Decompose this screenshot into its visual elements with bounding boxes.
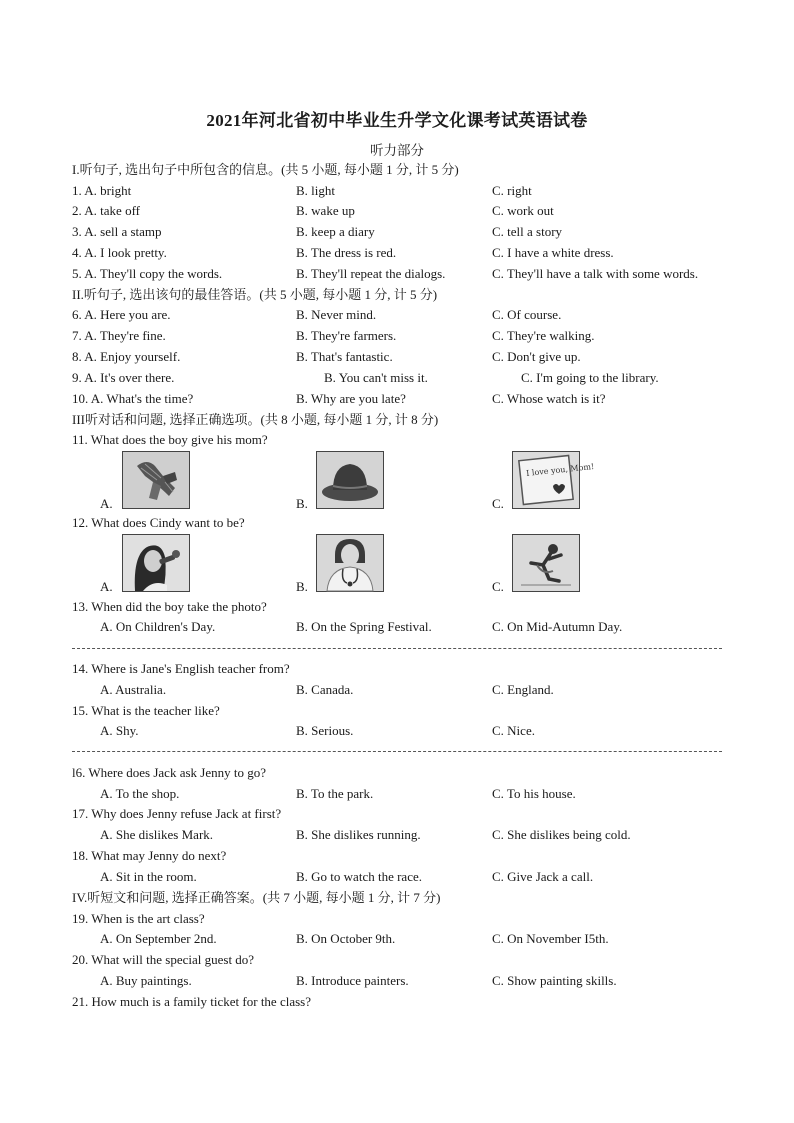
option-a: 3. A. sell a stamp [72,224,162,239]
section4-heading: IV.听短文和问题, 选择正确答案。(共 7 小题, 每小题 1 分, 计 7 分) [72,890,441,905]
option-c: C. They'll have a talk with some words. [492,266,699,281]
option-a: A. On September 2nd. [100,931,217,946]
pic-label-c: C. [492,579,504,594]
option-b: B. They're farmers. [296,328,397,343]
pic-label-c: C. [492,496,504,511]
question-15: 15. What is the teacher like? [72,703,220,718]
section-divider [72,751,722,752]
question-19-options [0,929,794,949]
question-19: 19. When is the art class? [72,911,205,926]
option-c: C. I have a white dress. [492,245,614,260]
question-17: 17. Why does Jenny refuse Jack at first? [72,806,282,821]
option-a: 5. A. They'll copy the words. [72,266,223,281]
question-21: 21. How much is a family ticket for the class? [72,994,311,1009]
option-b: B. To the park. [296,786,374,801]
singer-picture [122,534,190,592]
question-row-3 [0,222,794,242]
option-b: B. The dress is red. [296,245,397,260]
option-c: C. Give Jack a call. [492,869,594,884]
option-b: B. wake up [296,203,355,218]
option-a: A. On Children's Day. [100,619,216,634]
question-13-options [0,617,794,637]
option-b: B. On October 9th. [296,931,396,946]
question-12: 12. What does Cindy want to be? [72,515,245,530]
question-row-1 [0,181,794,201]
option-b: B. That's fantastic. [296,349,393,364]
option-a: 6. A. Here you are. [72,307,171,322]
option-c: C. work out [492,203,554,218]
listening-section-subtitle: 听力部分 [370,143,424,158]
question-row-2 [0,201,794,221]
question-18: 18. What may Jenny do next? [72,848,227,863]
question-17-options [0,825,794,845]
option-c: C. She dislikes being cold. [492,827,631,842]
question-14-options [0,680,794,700]
option-c: C. right [492,183,532,198]
option-b: B. Go to watch the race. [296,869,422,884]
option-b: B. Serious. [296,723,354,738]
option-a: A. She dislikes Mark. [100,827,214,842]
exam-title: 2021年河北省初中毕业生升学文化课考试英语试卷 [206,111,588,130]
pic-label-b: B. [296,496,308,511]
option-b: B. Why are you late? [296,391,406,406]
question-14: 14. Where is Jane's English teacher from? [72,661,290,676]
question-row-9 [0,368,794,388]
option-c: C. On November I5th. [492,931,609,946]
option-b: B. Canada. [296,682,354,697]
option-c: C. Of course. [492,307,562,322]
question-20: 20. What will the special guest do? [72,952,255,967]
question-row-5 [0,264,794,284]
question-row-8 [0,347,794,367]
question-16: l6. Where does Jack ask Jenny to go? [72,765,266,780]
option-b: B. You can't miss it. [324,370,428,385]
section-divider [72,648,722,649]
option-c: C. Don't give up. [492,349,581,364]
question-20-options [0,971,794,991]
question-16-options [0,784,794,804]
question-15-options [0,721,794,741]
option-b: B. light [296,183,336,198]
doctor-picture [316,534,384,592]
option-c: C. To his house. [492,786,576,801]
option-b: B. They'll repeat the dialogs. [296,266,446,281]
scarf-picture [122,451,190,509]
option-c: C. On Mid-Autumn Day. [492,619,623,634]
card-text: I love you, Mom! [525,461,595,479]
section3-heading: III听对话和问题, 选择正确选项。(共 8 小题, 每小题 1 分, 计 8 分) [72,412,439,427]
option-a: 10. A. What's the time? [72,391,194,406]
option-a: A. Buy paintings. [100,973,192,988]
hat-picture [316,451,384,509]
question-row-10 [0,389,794,409]
option-c: C. England. [492,682,554,697]
option-a: 2. A. take off [72,203,140,218]
option-a: 9. A. It's over there. [72,370,175,385]
pic-label-a: A. [100,579,113,594]
option-b: B. Introduce painters. [296,973,409,988]
option-a: A. Sit in the room. [100,869,197,884]
option-a: 7. A. They're fine. [72,328,166,343]
option-a: 1. A. bright [72,183,132,198]
option-a: A. Australia. [100,682,167,697]
option-b: B. Never mind. [296,307,377,322]
question-13: 13. When did the boy take the photo? [72,599,267,614]
option-a: 4. A. I look pretty. [72,245,167,260]
question-row-6 [0,305,794,325]
option-b: B. She dislikes running. [296,827,421,842]
option-c: C. Whose watch is it? [492,391,606,406]
option-b: B. keep a diary [296,224,375,239]
pic-label-a: A. [100,496,113,511]
option-c: C. Nice. [492,723,535,738]
dancer-picture [512,534,580,592]
question-11: 11. What does the boy give his mom? [72,432,268,447]
option-c: C. Show painting skills. [492,973,617,988]
option-a: A. To the shop. [100,786,180,801]
option-a: 8. A. Enjoy yourself. [72,349,181,364]
card-picture [512,451,595,509]
section1-heading: I.听句子, 选出句子中所包含的信息。(共 5 小题, 每小题 1 分, 计 5 分) [72,162,459,177]
option-c: C. tell a story [492,224,563,239]
option-a: A. Shy. [100,723,139,738]
section2-heading: II.听句子, 选出该句的最佳答语。(共 5 小题, 每小题 1 分, 计 5 分) [72,287,438,302]
option-b: B. On the Spring Festival. [296,619,432,634]
option-c: C. They're walking. [492,328,595,343]
question-18-options [0,867,794,887]
pic-label-b: B. [296,579,308,594]
question-row-7 [0,326,794,346]
option-c: C. I'm going to the library. [521,370,659,385]
question-row-4 [0,243,794,263]
